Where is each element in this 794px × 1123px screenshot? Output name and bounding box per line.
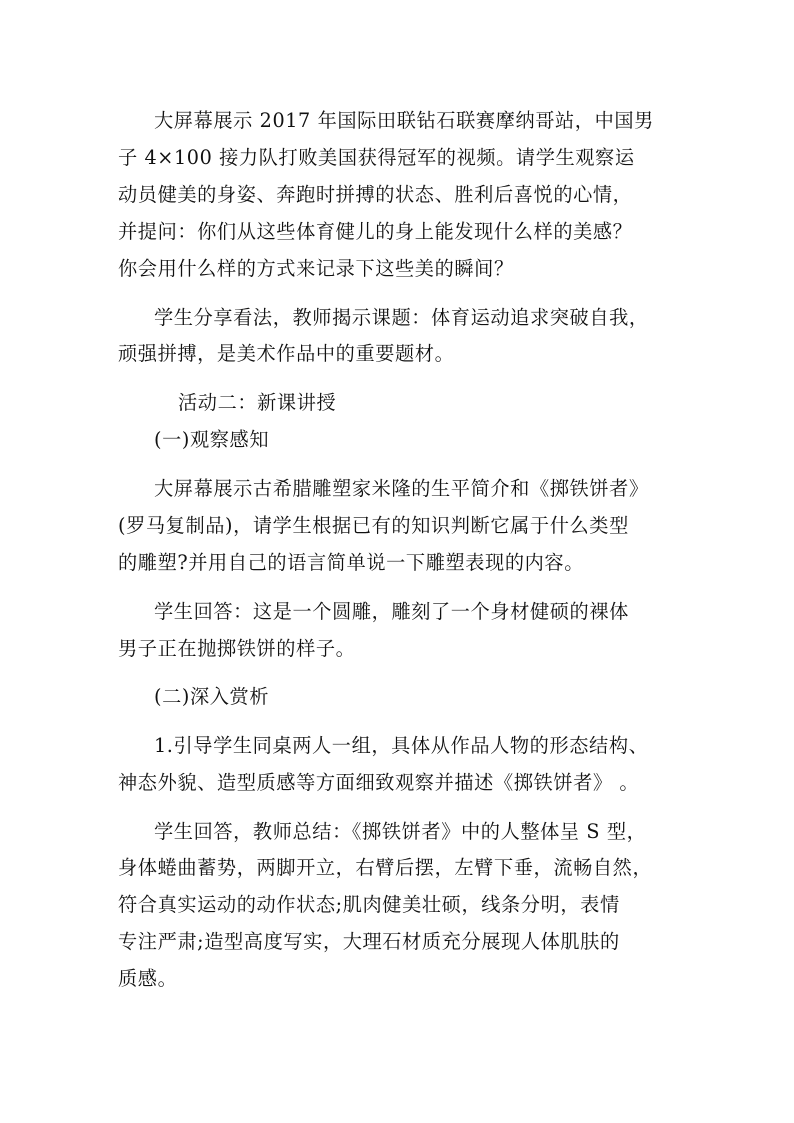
paragraph-line: 专注严肃;造型高度写实，大理石材质充分展现人体肌肤的 bbox=[118, 930, 620, 953]
paragraph-line: 身体蜷曲蓄势，两脚开立，右臂后摆，左臂下垂，流畅自然， bbox=[118, 856, 653, 879]
paragraph-line: 神态外貌、造型质感等方面细致观察并描述《掷铁饼者》 。 bbox=[118, 771, 640, 794]
section-heading: 活动二：新课讲授 bbox=[178, 391, 337, 414]
paragraph-line: 并提问：你们从这些体育健儿的身上能发现什么样的美感？ bbox=[118, 220, 633, 243]
paragraph-line: 学生分享看法，教师揭示课题：体育运动追求突破自我， bbox=[154, 306, 649, 329]
subsection-heading: (一)观察感知 bbox=[154, 428, 270, 451]
paragraph-line: (罗马复制品)，请学生根据已有的知识判断它属于什么类型 bbox=[118, 514, 629, 537]
paragraph-line: 质感。 bbox=[118, 967, 178, 990]
paragraph-line: 顽强拼搏，是美术作品中的重要题材。 bbox=[118, 342, 455, 365]
paragraph-line: 动员健美的身姿、奔跑时拼搏的状态、胜利后喜悦的心情， bbox=[118, 183, 633, 206]
paragraph-line: 学生回答，教师总结：《掷铁饼者》中的人整体呈 S 型， bbox=[154, 820, 647, 843]
paragraph-line: 你会用什么样的方式来记录下这些美的瞬间？ bbox=[118, 257, 514, 280]
paragraph-line: 符合真实运动的动作状态;肌肉健美壮硕，线条分明，表情 bbox=[118, 893, 620, 916]
paragraph-line: 学生回答：这是一个圆雕，雕刻了一个身材健硕的裸体 bbox=[154, 600, 629, 623]
paragraph-line: 大屏幕展示古希腊雕塑家米隆的生平简介和《掷铁饼者》 bbox=[154, 477, 649, 500]
paragraph-line: 的雕塑?并用自己的语言简单说一下雕塑表现的内容。 bbox=[118, 551, 584, 574]
paragraph-line: 1.引导学生同桌两人一组，具体从作品人物的形态结构、 bbox=[154, 734, 649, 757]
paragraph-line: 男子正在抛掷铁饼的样子。 bbox=[118, 637, 356, 660]
paragraph-line: 大屏幕展示 2017 年国际田联钻石联赛摩纳哥站，中国男 bbox=[154, 109, 654, 132]
paragraph-line: 子 4×100 接力队打败美国获得冠军的视频。请学生观察运 bbox=[118, 146, 635, 169]
subsection-heading: (二)深入赏析 bbox=[154, 685, 270, 708]
